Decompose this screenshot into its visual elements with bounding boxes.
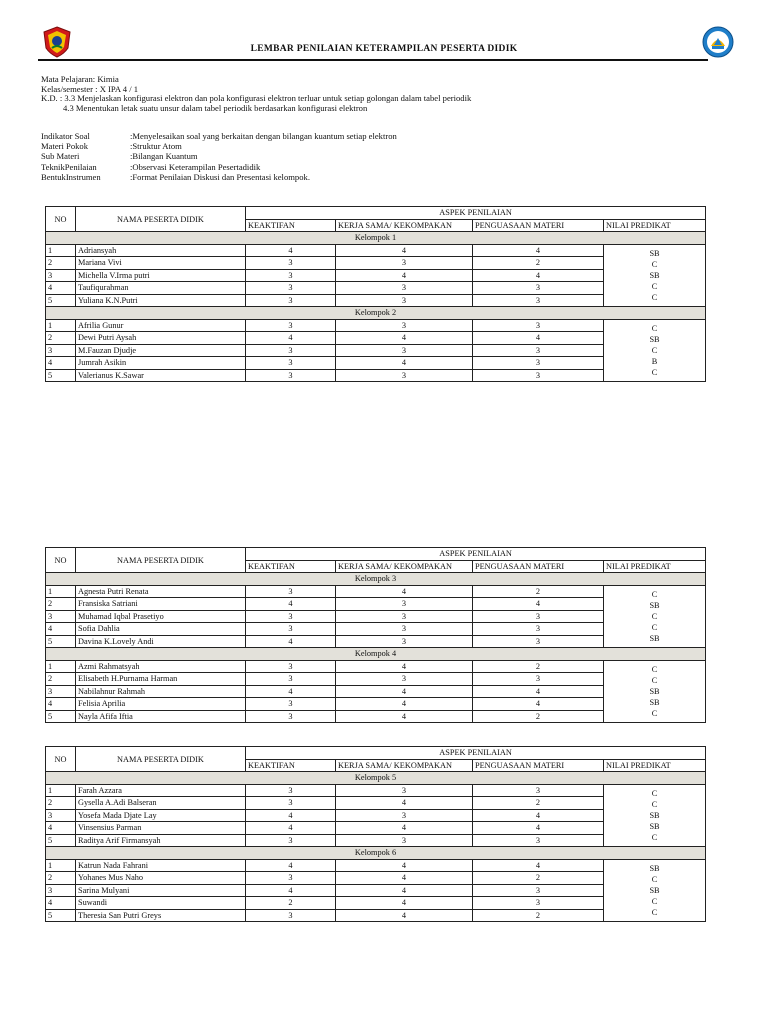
group-header-row	[46, 307, 706, 320]
assessment-table	[45, 746, 706, 922]
student-no: 1	[46, 660, 76, 673]
header-keaktifan: KEAKTIFAN	[246, 560, 336, 573]
header-nilai-predikat: NILAI PREDIKAT	[604, 759, 706, 772]
score-keaktifan: 3	[246, 282, 336, 295]
student-no: 5	[46, 710, 76, 723]
score-kerjasama: 4	[336, 585, 473, 598]
predicate-value: C	[651, 323, 658, 333]
student-no: 5	[46, 369, 76, 382]
score-keaktifan: 4	[246, 884, 336, 897]
student-no: 5	[46, 834, 76, 847]
predicate-cell	[604, 244, 706, 307]
student-name: Farah Azzara	[76, 784, 246, 797]
score-penguasaan: 4	[473, 244, 604, 257]
predicate-value: SB	[649, 686, 660, 696]
predicate-value: B	[651, 356, 658, 366]
student-no: 4	[46, 623, 76, 636]
score-kerjasama: 3	[336, 834, 473, 847]
student-name: Michella V.Irma putri	[76, 269, 246, 282]
document-header	[38, 24, 730, 60]
student-name: M.Fauzan Djudje	[76, 344, 246, 357]
student-name: Raditya Arif Firmansyah	[76, 834, 246, 847]
group-header-row	[46, 573, 706, 586]
score-kerjasama: 3	[336, 598, 473, 611]
header-penguasaan: PENGUASAAN MATERI	[473, 759, 604, 772]
predicate-value: C	[651, 874, 658, 884]
predicate-value: SB	[649, 821, 660, 831]
predicate-cell	[604, 784, 706, 847]
predicate-cell	[604, 585, 706, 648]
header-name: NAMA PESERTA DIDIK	[76, 747, 246, 772]
score-kerjasama: 3	[336, 282, 473, 295]
student-name: Yohanes Mus Naho	[76, 872, 246, 885]
indicator-value: :Format Penilaian Diskusi dan Presentasi kelompok.	[130, 171, 310, 182]
student-no: 2	[46, 673, 76, 686]
score-keaktifan: 3	[246, 585, 336, 598]
score-keaktifan: 3	[246, 269, 336, 282]
student-row	[46, 319, 706, 332]
header-name: NAMA PESERTA DIDIK	[76, 207, 246, 232]
predicate-value: C	[651, 589, 658, 599]
subject-info	[41, 75, 471, 113]
student-name: Afrilia Gunur	[76, 319, 246, 332]
group-name: Kelompok 1	[46, 232, 706, 245]
score-keaktifan: 3	[246, 872, 336, 885]
score-penguasaan: 3	[473, 319, 604, 332]
indicator-value: :Observasi Keterampilan Pesertadidik	[130, 161, 261, 172]
score-keaktifan: 3	[246, 834, 336, 847]
header-keaktifan: KEAKTIFAN	[246, 219, 336, 232]
score-penguasaan: 3	[473, 623, 604, 636]
competency-line-1: K.D. : 3.3 Menjelaskan konfigurasi elektron dan pola konfigurasi elektron terluar untuk setiap golongan dalam tabel periodik	[41, 93, 472, 104]
student-no: 1	[46, 244, 76, 257]
indicator-value: :Menyelesaikan soal yang berkaitan dengan bilangan kuantum setiap elektron	[130, 131, 397, 141]
group-header-row	[46, 232, 706, 245]
predicate-value: SB	[649, 863, 660, 873]
student-name: Nabilahnur Rahmah	[76, 685, 246, 698]
student-no: 4	[46, 698, 76, 711]
header-penguasaan: PENGUASAAN MATERI	[473, 219, 604, 232]
group-name: Kelompok 4	[46, 648, 706, 661]
student-name: Fransiska Satriani	[76, 598, 246, 611]
predicate-cell	[604, 660, 706, 723]
header-keaktifan: KEAKTIFAN	[246, 759, 336, 772]
header-kerjasama: KERJA SAMA/ KEKOMPAKAN	[336, 219, 473, 232]
student-name: Davina K.Lovely Andi	[76, 635, 246, 648]
score-keaktifan: 3	[246, 673, 336, 686]
header-no: NO	[46, 207, 76, 232]
score-kerjasama: 4	[336, 332, 473, 345]
score-keaktifan: 4	[246, 244, 336, 257]
score-keaktifan: 3	[246, 623, 336, 636]
score-kerjasama: 4	[336, 822, 473, 835]
score-kerjasama: 4	[336, 797, 473, 810]
student-row	[46, 244, 706, 257]
score-keaktifan: 2	[246, 897, 336, 910]
predicate-value: C	[651, 907, 658, 917]
score-penguasaan: 2	[473, 797, 604, 810]
indicator-label: BentukInstrumen	[41, 171, 101, 182]
score-penguasaan: 3	[473, 294, 604, 307]
score-penguasaan: 3	[473, 673, 604, 686]
student-row	[46, 660, 706, 673]
group-header-row	[46, 847, 706, 860]
student-no: 3	[46, 344, 76, 357]
score-kerjasama: 4	[336, 909, 473, 922]
indicator-row	[41, 131, 397, 141]
score-kerjasama: 3	[336, 319, 473, 332]
score-penguasaan: 3	[473, 834, 604, 847]
predicate-value: SB	[649, 248, 660, 258]
predicate-value: SB	[649, 697, 660, 707]
score-kerjasama: 4	[336, 859, 473, 872]
student-name: Agnesta Putri Renata	[76, 585, 246, 598]
header-aspek: ASPEK PENILAIAN	[246, 207, 706, 220]
student-no: 3	[46, 809, 76, 822]
group-header-row	[46, 772, 706, 785]
header-kerjasama: KERJA SAMA/ KEKOMPAKAN	[336, 759, 473, 772]
student-name: Adriansyah	[76, 244, 246, 257]
student-no: 3	[46, 884, 76, 897]
header-kerjasama: KERJA SAMA/ KEKOMPAKAN	[336, 560, 473, 573]
score-kerjasama: 4	[336, 698, 473, 711]
class-semester-line: Kelas/semester : X IPA 4 / 1	[41, 83, 139, 94]
score-penguasaan: 2	[473, 585, 604, 598]
student-name: Valerianus K.Sawar	[76, 369, 246, 382]
student-name: Dewi Putri Aysah	[76, 332, 246, 345]
predicate-value: C	[651, 367, 658, 377]
score-penguasaan: 4	[473, 269, 604, 282]
score-kerjasama: 3	[336, 344, 473, 357]
indicator-label: TeknikPenilaian	[41, 161, 97, 172]
student-no: 5	[46, 294, 76, 307]
score-keaktifan: 3	[246, 610, 336, 623]
header-nilai-predikat: NILAI PREDIKAT	[604, 219, 706, 232]
score-kerjasama: 3	[336, 369, 473, 382]
predicate-value: SB	[649, 600, 660, 610]
student-row	[46, 784, 706, 797]
score-penguasaan: 4	[473, 332, 604, 345]
score-keaktifan: 3	[246, 344, 336, 357]
score-kerjasama: 3	[336, 635, 473, 648]
score-keaktifan: 3	[246, 257, 336, 270]
score-penguasaan: 4	[473, 859, 604, 872]
student-name: Elisabeth H.Purnama Harman	[76, 673, 246, 686]
student-no: 1	[46, 859, 76, 872]
score-kerjasama: 4	[336, 660, 473, 673]
student-no: 4	[46, 357, 76, 370]
predicate-value: C	[651, 675, 658, 685]
header-aspek: ASPEK PENILAIAN	[246, 747, 706, 760]
header-no: NO	[46, 548, 76, 573]
predicate-value: C	[651, 708, 658, 718]
student-no: 5	[46, 909, 76, 922]
group-name: Kelompok 2	[46, 307, 706, 320]
student-name: Azmi Rahmatsyah	[76, 660, 246, 673]
student-no: 3	[46, 685, 76, 698]
score-keaktifan: 3	[246, 784, 336, 797]
indicator-label: Indikator Soal	[41, 131, 90, 141]
student-name: Mariana Vivi	[76, 257, 246, 270]
predicate-value: SB	[649, 633, 660, 643]
indicator-label: Sub Materi	[41, 151, 80, 162]
header-no: NO	[46, 747, 76, 772]
subject-line: Mata Pelajaran: Kimia	[41, 74, 119, 84]
score-penguasaan: 2	[473, 710, 604, 723]
student-name: Muhamad Iqbal Prasetiyo	[76, 610, 246, 623]
score-keaktifan: 4	[246, 822, 336, 835]
predicate-cell	[604, 859, 706, 922]
score-keaktifan: 3	[246, 294, 336, 307]
student-no: 2	[46, 797, 76, 810]
student-row	[46, 859, 706, 872]
score-penguasaan: 4	[473, 698, 604, 711]
student-no: 4	[46, 282, 76, 295]
group-name: Kelompok 5	[46, 772, 706, 785]
header-penguasaan: PENGUASAAN MATERI	[473, 560, 604, 573]
predicate-value: C	[651, 799, 658, 809]
score-penguasaan: 2	[473, 660, 604, 673]
header-name: NAMA PESERTA DIDIK	[76, 548, 246, 573]
student-name: Sarina Mulyani	[76, 884, 246, 897]
score-keaktifan: 4	[246, 635, 336, 648]
student-name: Gysella A.Adi Balseran	[76, 797, 246, 810]
indicator-value: :Bilangan Kuantum	[130, 151, 198, 162]
student-name: Yuliana K.N.Putri	[76, 294, 246, 307]
score-keaktifan: 4	[246, 809, 336, 822]
student-no: 3	[46, 269, 76, 282]
predicate-value: C	[651, 788, 658, 798]
student-name: Taufiqurahman	[76, 282, 246, 295]
group-name: Kelompok 3	[46, 573, 706, 586]
student-no: 3	[46, 610, 76, 623]
score-penguasaan: 2	[473, 872, 604, 885]
score-keaktifan: 3	[246, 797, 336, 810]
student-name: Katrun Nada Fahrani	[76, 859, 246, 872]
predicate-value: SB	[649, 885, 660, 895]
predicate-cell	[604, 319, 706, 382]
score-kerjasama: 4	[336, 710, 473, 723]
predicate-value: C	[651, 611, 658, 621]
indicator-row	[41, 162, 397, 172]
group-header-row	[46, 648, 706, 661]
score-penguasaan: 3	[473, 282, 604, 295]
score-kerjasama: 4	[336, 685, 473, 698]
predicate-value: C	[651, 345, 658, 355]
student-no: 4	[46, 897, 76, 910]
assessment-table	[45, 206, 706, 382]
score-penguasaan: 3	[473, 784, 604, 797]
predicate-value: C	[651, 832, 658, 842]
score-penguasaan: 3	[473, 610, 604, 623]
score-kerjasama: 4	[336, 244, 473, 257]
score-penguasaan: 2	[473, 257, 604, 270]
score-keaktifan: 3	[246, 710, 336, 723]
score-penguasaan: 3	[473, 357, 604, 370]
score-penguasaan: 4	[473, 598, 604, 611]
predicate-value: C	[651, 292, 658, 302]
predicate-value: SB	[649, 810, 660, 820]
score-kerjasama: 4	[336, 872, 473, 885]
predicate-value: C	[651, 896, 658, 906]
header-nilai-predikat: NILAI PREDIKAT	[604, 560, 706, 573]
assessment-table	[45, 547, 706, 723]
score-penguasaan: 4	[473, 809, 604, 822]
competency-line-2: 4.3 Menentukan letak suatu unsur dalam tabel periodik berdasarkan konfigurasi elektron	[63, 102, 368, 113]
score-kerjasama: 4	[336, 884, 473, 897]
indicator-info	[41, 131, 397, 182]
student-name: Vinsensius Parman	[76, 822, 246, 835]
score-penguasaan: 2	[473, 909, 604, 922]
score-keaktifan: 3	[246, 357, 336, 370]
score-keaktifan: 3	[246, 369, 336, 382]
group-name: Kelompok 6	[46, 847, 706, 860]
student-no: 1	[46, 784, 76, 797]
score-kerjasama: 3	[336, 809, 473, 822]
ministry-logo	[702, 26, 734, 58]
student-no: 1	[46, 319, 76, 332]
score-keaktifan: 4	[246, 685, 336, 698]
score-keaktifan: 4	[246, 598, 336, 611]
score-kerjasama: 3	[336, 610, 473, 623]
indicator-value: :Struktur Atom	[130, 141, 182, 152]
student-no: 4	[46, 822, 76, 835]
header-aspek: ASPEK PENILAIAN	[246, 548, 706, 561]
indicator-row	[41, 151, 397, 161]
indicator-row	[41, 141, 397, 151]
student-name: Nayla Afifa Iftia	[76, 710, 246, 723]
score-kerjasama: 3	[336, 257, 473, 270]
score-keaktifan: 4	[246, 332, 336, 345]
student-name: Suwandi	[76, 897, 246, 910]
predicate-value: C	[651, 664, 658, 674]
predicate-value: C	[651, 281, 658, 291]
student-no: 2	[46, 257, 76, 270]
student-name: Felisia Aprilia	[76, 698, 246, 711]
score-kerjasama: 4	[336, 357, 473, 370]
header-divider	[38, 59, 708, 61]
score-keaktifan: 3	[246, 909, 336, 922]
predicate-value: SB	[649, 334, 660, 344]
score-kerjasama: 3	[336, 673, 473, 686]
score-penguasaan: 4	[473, 822, 604, 835]
predicate-value: SB	[649, 270, 660, 280]
score-kerjasama: 3	[336, 294, 473, 307]
score-keaktifan: 3	[246, 698, 336, 711]
student-no: 5	[46, 635, 76, 648]
student-no: 2	[46, 598, 76, 611]
score-penguasaan: 3	[473, 369, 604, 382]
score-kerjasama: 3	[336, 623, 473, 636]
score-kerjasama: 4	[336, 269, 473, 282]
score-kerjasama: 4	[336, 897, 473, 910]
score-keaktifan: 3	[246, 319, 336, 332]
score-penguasaan: 3	[473, 897, 604, 910]
predicate-value: C	[651, 622, 658, 632]
indicator-label: Materi Pokok	[41, 141, 89, 152]
student-name: Sofia Dahlia	[76, 623, 246, 636]
score-penguasaan: 4	[473, 685, 604, 698]
predicate-value: C	[651, 259, 658, 269]
score-keaktifan: 3	[246, 660, 336, 673]
score-keaktifan: 4	[246, 859, 336, 872]
score-penguasaan: 3	[473, 344, 604, 357]
document-title: LEMBAR PENILAIAN KETERAMPILAN PESERTA DIDIK	[250, 44, 518, 54]
indicator-row	[41, 172, 397, 182]
student-no: 1	[46, 585, 76, 598]
student-no: 2	[46, 872, 76, 885]
score-penguasaan: 3	[473, 884, 604, 897]
student-name: Jumrah Asikin	[76, 357, 246, 370]
student-name: Theresia San Putri Greys	[76, 909, 246, 922]
student-row	[46, 585, 706, 598]
score-kerjasama: 3	[336, 784, 473, 797]
student-name: Yosefa Mada Djate Lay	[76, 809, 246, 822]
score-penguasaan: 3	[473, 635, 604, 648]
student-no: 2	[46, 332, 76, 345]
